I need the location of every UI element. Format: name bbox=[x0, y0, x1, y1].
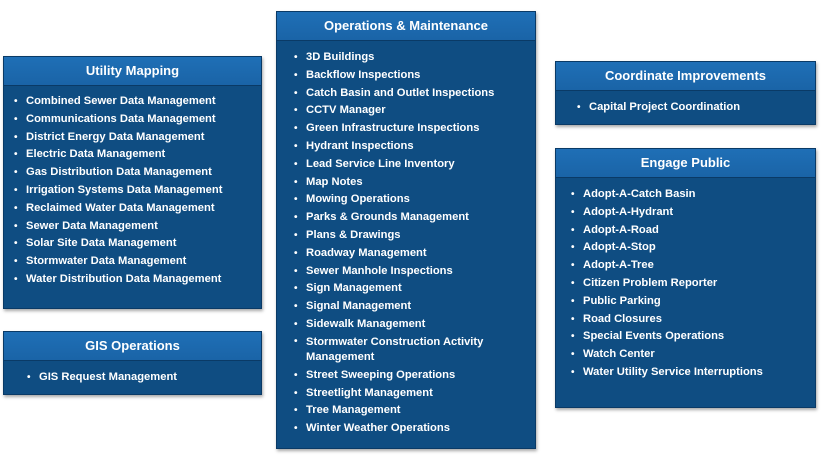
list-item-label: Water Distribution Data Management bbox=[26, 272, 222, 285]
operations-maintenance-title: Operations & Maintenance bbox=[277, 12, 535, 41]
list-item-label: Catch Basin and Outlet Inspections bbox=[306, 86, 495, 99]
list-item-label: Public Parking bbox=[583, 294, 661, 307]
bullet-icon: • bbox=[571, 313, 575, 325]
list-item bbox=[14, 182, 261, 200]
list-item bbox=[294, 138, 535, 156]
list-item-label: Signal Management bbox=[306, 300, 412, 313]
bullet-icon: • bbox=[14, 184, 18, 196]
list-item bbox=[14, 271, 261, 289]
list-item-label: Road Closures bbox=[583, 312, 662, 325]
utility-mapping-title: Utility Mapping bbox=[4, 57, 261, 86]
list-item bbox=[571, 293, 815, 311]
bullet-icon: • bbox=[294, 283, 298, 295]
utility-mapping-panel bbox=[3, 56, 262, 309]
list-item bbox=[294, 280, 535, 298]
bullet-icon: • bbox=[571, 331, 575, 343]
list-item-label: Solar Site Data Management bbox=[26, 237, 177, 250]
list-item-label: Winter Weather Operations bbox=[306, 422, 450, 435]
bullet-icon: • bbox=[294, 140, 298, 152]
list-item-label: Water Utility Service Interruptions bbox=[583, 365, 763, 378]
list-item-label: 3D Buildings bbox=[306, 51, 375, 63]
list-item-label: Lead Service Line Inventory bbox=[306, 157, 455, 170]
bullet-icon: • bbox=[14, 202, 18, 214]
list-item bbox=[14, 146, 261, 164]
list-item bbox=[294, 191, 535, 209]
list-item bbox=[294, 263, 535, 281]
bullet-icon: • bbox=[14, 149, 18, 161]
gis-operations-title: GIS Operations bbox=[4, 332, 261, 361]
list-item-label: Stormwater Construction Activity Management bbox=[306, 335, 484, 363]
list-item bbox=[14, 253, 261, 271]
bullet-icon: • bbox=[294, 212, 298, 224]
bullet-icon: • bbox=[14, 113, 18, 125]
bullet-icon: • bbox=[294, 158, 298, 170]
list-item-label: Electric Data Management bbox=[26, 148, 166, 161]
bullet-icon: • bbox=[577, 102, 581, 113]
bullet-icon: • bbox=[294, 69, 298, 81]
bullet-icon: • bbox=[294, 265, 298, 277]
bullet-icon: • bbox=[27, 372, 31, 383]
list-item bbox=[294, 316, 535, 334]
list-item-label: Adopt-A-Catch Basin bbox=[583, 188, 696, 200]
bullet-icon: • bbox=[571, 349, 575, 361]
bullet-icon: • bbox=[14, 131, 18, 143]
list-item bbox=[294, 174, 535, 192]
list-item-label: Green Infrastructure Inspections bbox=[306, 122, 480, 135]
list-item bbox=[294, 227, 535, 245]
list-item bbox=[294, 402, 535, 420]
list-item bbox=[294, 209, 535, 227]
engage-public-title: Engage Public bbox=[556, 149, 815, 178]
list-item bbox=[571, 311, 815, 329]
list-item-label: Communications Data Management bbox=[26, 112, 216, 125]
list-item bbox=[294, 420, 535, 438]
operations-maintenance-panel bbox=[276, 11, 536, 449]
list-item bbox=[571, 346, 815, 364]
bullet-icon: • bbox=[294, 387, 298, 399]
coordinate-improvements-panel bbox=[555, 61, 816, 125]
list-item-label: Combined Sewer Data Management bbox=[26, 95, 216, 107]
list-item-label: Parks & Grounds Management bbox=[306, 211, 469, 224]
list-item bbox=[294, 156, 535, 174]
list-item-label: Plans & Drawings bbox=[306, 228, 401, 241]
list-item-label: GIS Request Management bbox=[39, 371, 178, 383]
bullet-icon: • bbox=[294, 105, 298, 117]
list-item-label: Adopt-A-Stop bbox=[583, 241, 656, 254]
list-item-label: Streetlight Management bbox=[306, 386, 433, 399]
list-item-label: Mowing Operations bbox=[306, 193, 410, 206]
list-item bbox=[294, 49, 535, 67]
operations-maintenance-list bbox=[277, 41, 535, 438]
bullet-icon: • bbox=[571, 277, 575, 289]
coordinate-improvements-title: Coordinate Improvements bbox=[556, 62, 815, 91]
list-item-label: CCTV Manager bbox=[306, 104, 386, 117]
list-item bbox=[571, 239, 815, 257]
list-item bbox=[294, 120, 535, 138]
list-item-label: Backflow Inspections bbox=[306, 68, 421, 81]
list-item bbox=[571, 364, 815, 382]
bullet-icon: • bbox=[294, 194, 298, 206]
list-item bbox=[14, 200, 261, 218]
list-item-label: Sidewalk Management bbox=[306, 317, 426, 330]
bullet-icon: • bbox=[14, 96, 18, 107]
list-item bbox=[571, 222, 815, 240]
list-item-label: Citizen Problem Reporter bbox=[583, 276, 718, 289]
list-item-label: Adopt-A-Hydrant bbox=[583, 205, 674, 218]
list-item-label: Watch Center bbox=[583, 348, 655, 361]
list-item-label: Hydrant Inspections bbox=[306, 139, 414, 152]
list-item-label: Roadway Management bbox=[306, 246, 427, 259]
bullet-icon: • bbox=[294, 247, 298, 259]
bullet-icon: • bbox=[294, 369, 298, 381]
list-item bbox=[14, 235, 261, 253]
bullet-icon: • bbox=[294, 123, 298, 135]
list-item bbox=[294, 334, 521, 367]
bullet-icon: • bbox=[571, 189, 575, 200]
list-item bbox=[294, 245, 535, 263]
bullet-icon: • bbox=[571, 260, 575, 272]
list-item-label: Adopt-A-Road bbox=[583, 223, 659, 236]
list-item-label: Sewer Manhole Inspections bbox=[306, 264, 453, 277]
list-item-label: Capital Project Coordination bbox=[589, 101, 741, 113]
list-item bbox=[294, 298, 535, 316]
list-item-label: Tree Management bbox=[306, 404, 401, 417]
list-item-label: Stormwater Data Management bbox=[26, 255, 187, 268]
bullet-icon: • bbox=[14, 220, 18, 232]
list-item bbox=[294, 85, 535, 103]
bullet-icon: • bbox=[294, 229, 298, 241]
bullet-icon: • bbox=[294, 52, 298, 63]
bullet-icon: • bbox=[14, 238, 18, 250]
bullet-icon: • bbox=[571, 224, 575, 236]
list-item bbox=[571, 186, 815, 204]
bullet-icon: • bbox=[571, 206, 575, 218]
list-item bbox=[14, 164, 261, 182]
list-item-label: Adopt-A-Tree bbox=[583, 259, 654, 272]
bullet-icon: • bbox=[14, 256, 18, 268]
list-item bbox=[14, 111, 261, 129]
bullet-icon: • bbox=[571, 366, 575, 378]
list-item bbox=[577, 99, 815, 117]
list-item-label: Irrigation Systems Data Management bbox=[26, 183, 223, 196]
bullet-icon: • bbox=[294, 335, 298, 347]
coordinate-improvements-list bbox=[556, 91, 815, 117]
bullet-icon: • bbox=[294, 405, 298, 417]
gis-operations-panel bbox=[3, 331, 262, 395]
list-item bbox=[294, 102, 535, 120]
list-item-label: Map Notes bbox=[306, 175, 363, 188]
list-item bbox=[14, 218, 261, 236]
list-item bbox=[14, 93, 261, 111]
list-item bbox=[14, 129, 261, 147]
bullet-icon: • bbox=[294, 176, 298, 188]
list-item-label: Sewer Data Management bbox=[26, 219, 158, 232]
list-item bbox=[27, 369, 261, 387]
utility-mapping-list bbox=[4, 86, 261, 289]
bullet-icon: • bbox=[294, 423, 298, 435]
list-item bbox=[571, 257, 815, 275]
bullet-icon: • bbox=[14, 273, 18, 285]
list-item bbox=[294, 367, 535, 385]
list-item bbox=[571, 204, 815, 222]
list-item-label: Sign Management bbox=[306, 282, 402, 295]
list-item-label: District Energy Data Management bbox=[26, 130, 205, 143]
bullet-icon: • bbox=[571, 295, 575, 307]
list-item bbox=[571, 328, 815, 346]
engage-public-list bbox=[556, 178, 815, 382]
bullet-icon: • bbox=[294, 318, 298, 330]
list-item-label: Reclaimed Water Data Management bbox=[26, 201, 215, 214]
bullet-icon: • bbox=[14, 167, 18, 179]
list-item bbox=[571, 275, 815, 293]
engage-public-panel bbox=[555, 148, 816, 408]
gis-operations-list bbox=[4, 361, 261, 387]
bullet-icon: • bbox=[294, 301, 298, 313]
list-item bbox=[294, 385, 535, 403]
list-item-label: Special Events Operations bbox=[583, 330, 725, 343]
list-item bbox=[294, 67, 535, 85]
bullet-icon: • bbox=[571, 242, 575, 254]
list-item-label: Gas Distribution Data Management bbox=[26, 166, 212, 179]
list-item-label: Street Sweeping Operations bbox=[306, 368, 456, 381]
bullet-icon: • bbox=[294, 87, 298, 99]
